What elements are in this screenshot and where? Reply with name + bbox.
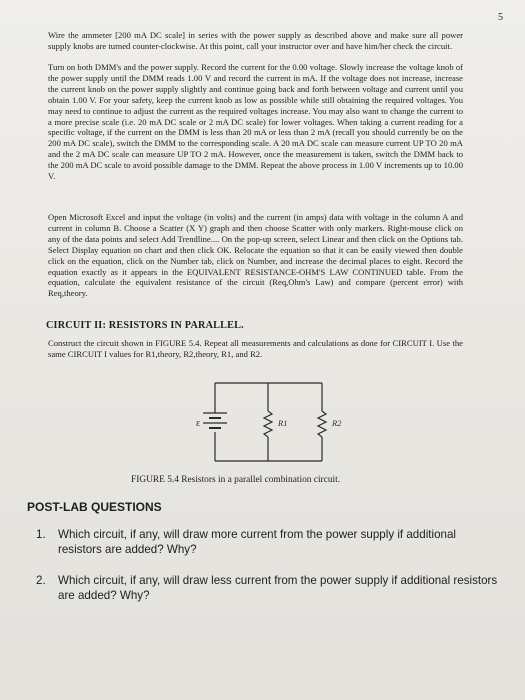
question-number: 2. <box>36 574 46 587</box>
paragraph-excel-instructions: Open Microsoft Excel and input the voltage (in volts) and the current (in amps) data with voltage in the column A and current in column B. Choose a Scatter (X Y) graph and then choose Scatter with only markers. Right-mouse click on any of the data points and select Add Trendline.... On the pop-up screen, select Linear and then click on the Options tab. Select Display equation on chart and then click OK. Relocate the equation so that it can be easily viewed then double click on the equation, click on the Number tab, click on Number, and increase the decimal places to eight. Record the equation exactly as it appears in the EQUIVALENT RESISTANCE-OHM'S LAW CONTINUED table. From the equation, calculate the equivalent resistance of the circuit (Req,Ohm's Law) and compare (percent error) with Req,theory. <box>48 212 463 299</box>
emf-label: ε <box>196 418 201 429</box>
r1-label: R1 <box>278 418 288 428</box>
postlab-heading: POST-LAB QUESTIONS <box>27 500 162 514</box>
paragraph-ammeter-wiring: Wire the ammeter [200 mA DC scale] in series with the power supply as described above and make sure all power supply knobs are turned counter-clockwise. At this point, call your instructor over and have him/her check the circuit. <box>48 30 463 51</box>
question-text: Which circuit, if any, will draw less current from the power supply if additional resistors are added? Why? <box>58 574 498 602</box>
question-number: 1. <box>36 528 46 541</box>
section-heading-circuit-ii: CIRCUIT II: RESISTORS IN PARALLEL. <box>46 320 244 331</box>
question-text: Which circuit, if any, will draw more current from the power supply if additional resistors are added? Why? <box>58 528 456 556</box>
r2-label: R2 <box>332 418 342 428</box>
page-number: 5 <box>498 12 503 23</box>
paragraph-construct-circuit: Construct the circuit shown in FIGURE 5.4. Repeat all measurements and calculations as done for CIRCUIT I. Use the same CIRCUIT I values for R1,theory, R2,theory, R1, and R2. <box>48 338 463 359</box>
figure-caption: FIGURE 5.4 Resistors in a parallel combination circuit. <box>131 475 341 485</box>
paragraph-voltage-procedure: Turn on both DMM's and the power supply. Record the current for the 0.00 voltage. Slowly increase the voltage knob of the power supply until the DMM reads 1.00 V and record the current in mA. If the voltage does not increase, increase the current knob on the power supply slightly and continue going back and forth between voltage and current until you obtain 1.00 V. For your safety, keep the current knob as low as possible while still obtaining the required voltages. You may need to continue to adjust the current as the required voltages increase. You may also want to change the current to a more precise scale (i.e. 20 mA DC scale or 2 mA DC scale) for lower voltages. When taking a current reading for a specific voltage, if the current on the DMM is less than 20 mA or less than 2 mA (recall you should currently be on the 200 mA DC scale), switch the DMM to the corresponding scale. A 20 mA DC scale can measure current UP TO 20 mA and the 2 mA DC scale can measure UP TO 2 mA. However, once the measurement is taken, switch the DMM back to the 200 mA DC scale to avoid possible damage to the DMM. Repeat the above process in 1.00 V increments up to 10.00 V. <box>48 62 463 182</box>
